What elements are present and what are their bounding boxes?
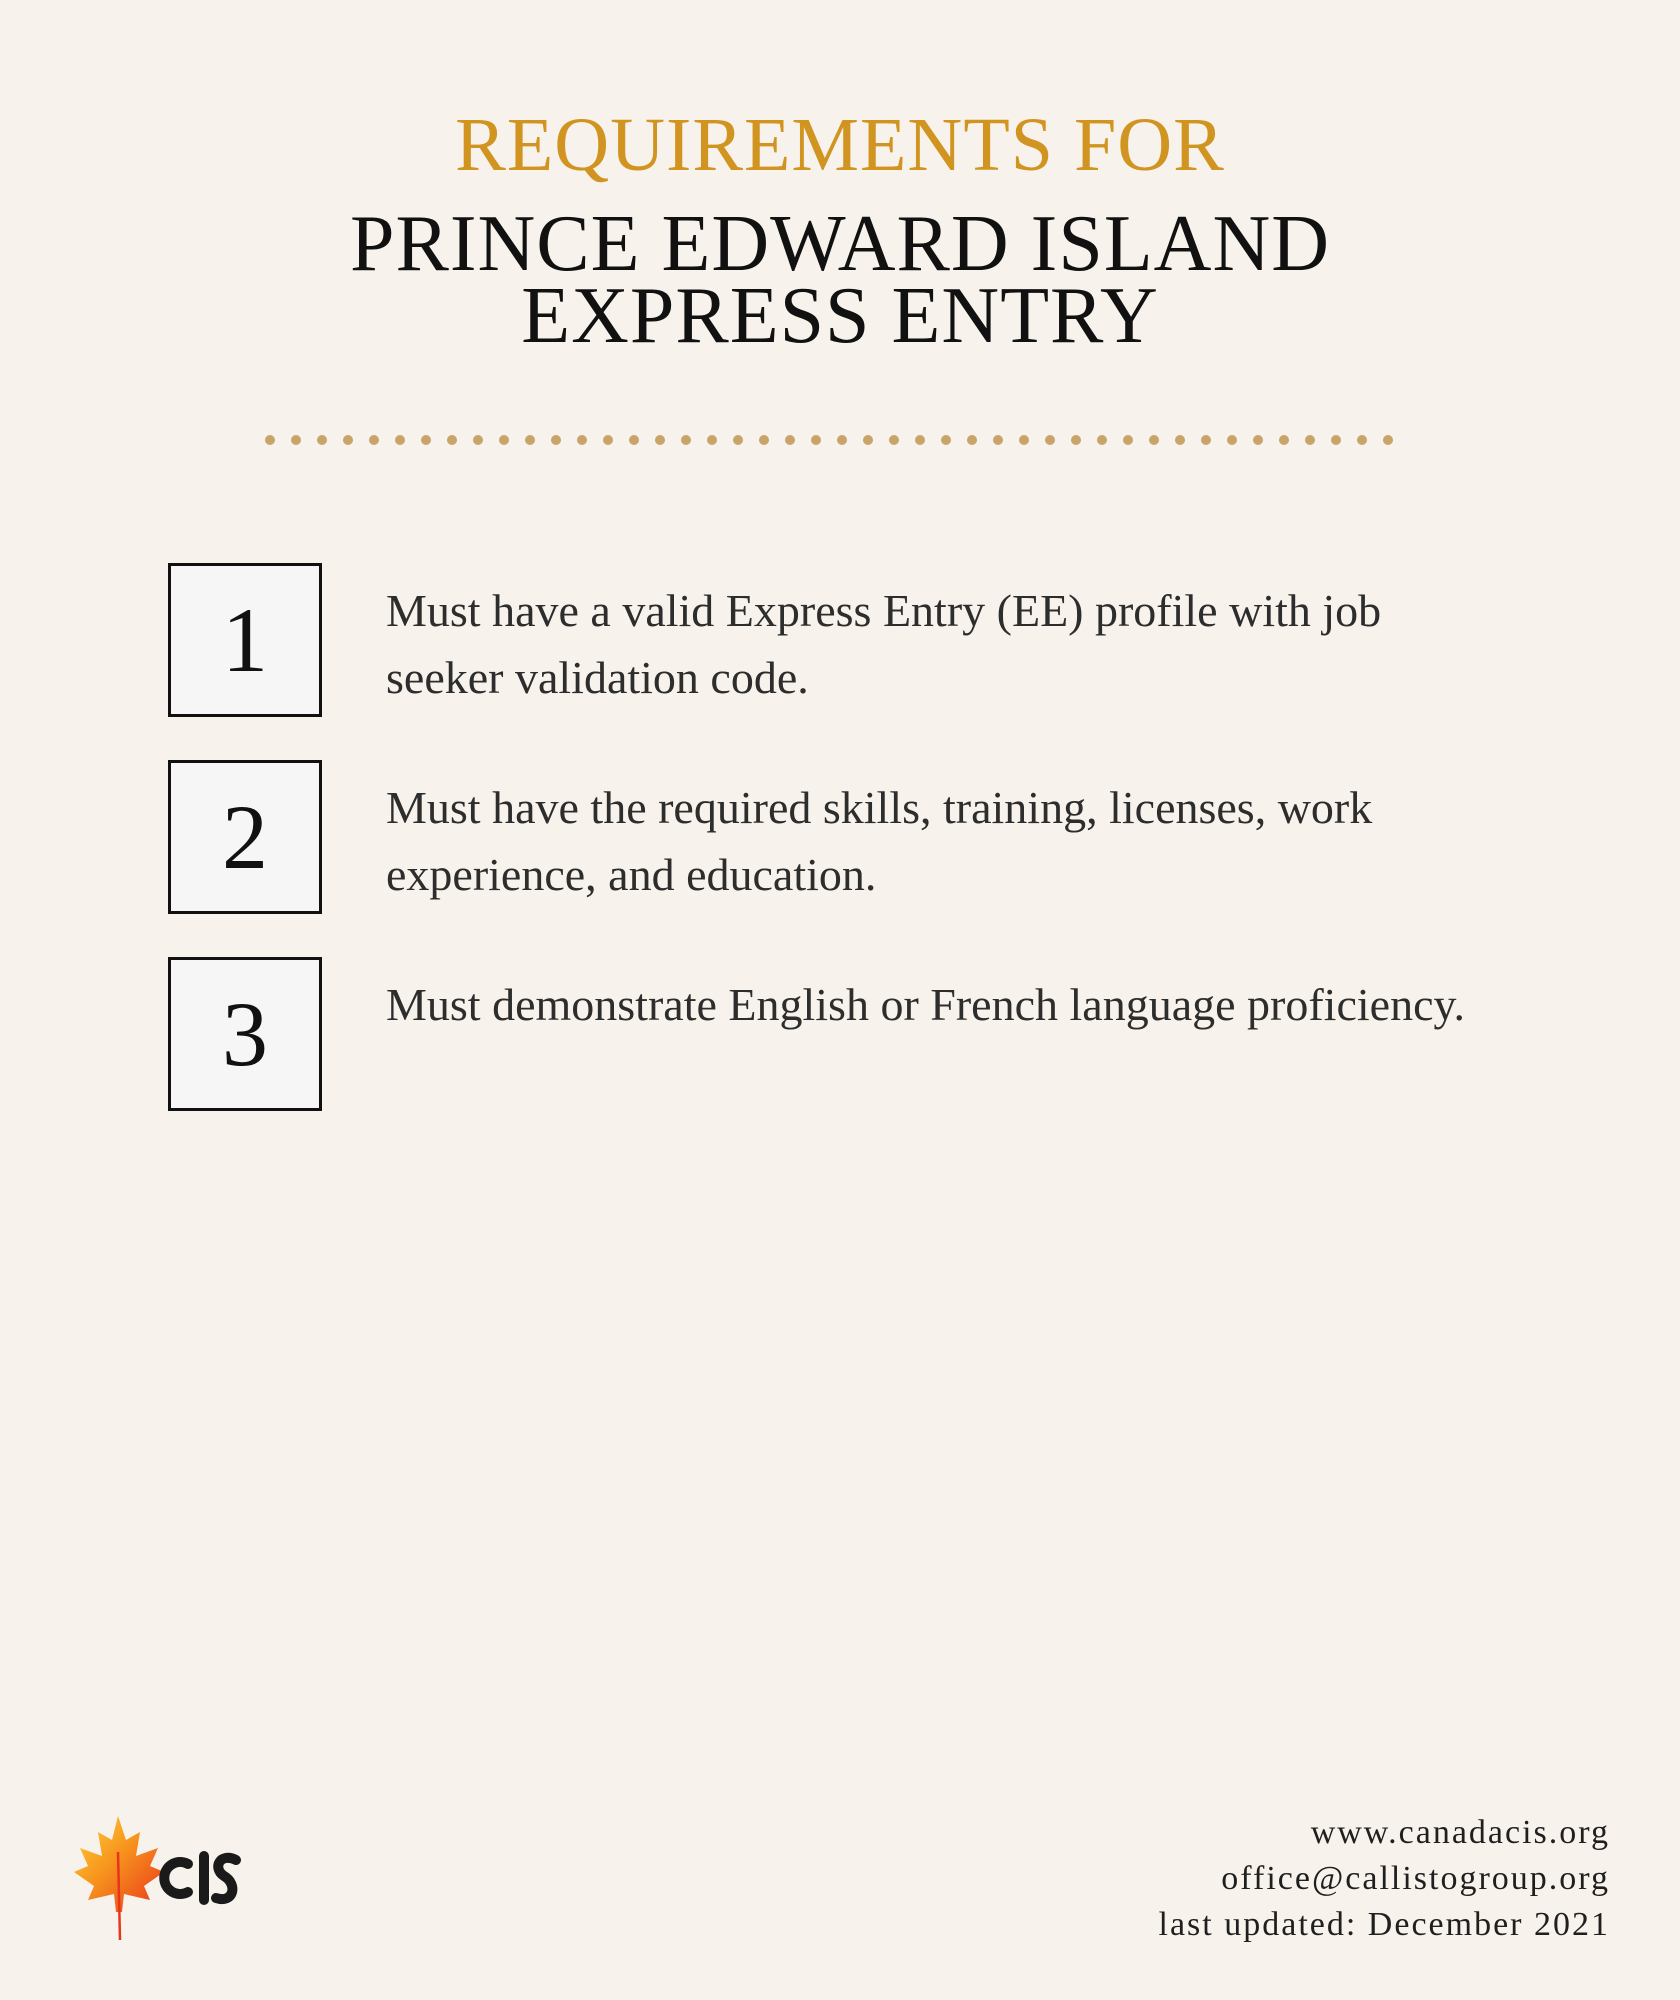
divider-dot — [837, 435, 847, 445]
divider-dot — [811, 435, 821, 445]
divider-dot — [395, 435, 405, 445]
divider-dot — [265, 435, 275, 445]
divider-dot — [499, 435, 509, 445]
contact-info — [1159, 1810, 1610, 1948]
list-item — [168, 563, 1488, 716]
divider-dot — [707, 435, 717, 445]
dotted-divider — [264, 434, 1394, 446]
list-item — [168, 957, 1488, 1110]
divider-dot — [1175, 435, 1185, 445]
divider-dot — [317, 435, 327, 445]
divider-dot — [681, 435, 691, 445]
subtitle: REQUIREMENTS FOR — [455, 103, 1225, 187]
logo-wordmark — [164, 1856, 236, 1900]
divider-dot — [1227, 435, 1237, 445]
divider-dot — [473, 435, 483, 445]
divider-dot — [1149, 435, 1159, 445]
divider-dot — [447, 435, 457, 445]
title-line-2: EXPRESS ENTRY — [521, 272, 1159, 360]
divider-dot — [603, 435, 613, 445]
divider-dot — [785, 435, 795, 445]
divider-dot — [1123, 435, 1133, 445]
requirement-number: 3 — [168, 957, 322, 1111]
divider-dot — [1253, 435, 1263, 445]
email-link[interactable]: office@callistogroup.org — [1221, 1860, 1610, 1897]
divider-dot — [421, 435, 431, 445]
divider-dot — [291, 435, 301, 445]
page-title — [0, 200, 1680, 360]
divider-dot — [1305, 435, 1315, 445]
divider-dot — [993, 435, 1003, 445]
divider-dot — [629, 435, 639, 445]
last-updated: last updated: December 2021 — [1158, 1906, 1610, 1943]
divider-dot — [1045, 435, 1055, 445]
title-line-1: PRINCE EDWARD ISLAND — [350, 200, 1330, 288]
divider-dot — [577, 435, 587, 445]
divider-dot — [525, 435, 535, 445]
divider-dot — [733, 435, 743, 445]
logo — [60, 1812, 260, 1942]
divider-dot — [1279, 435, 1289, 445]
divider-dot — [1097, 435, 1107, 445]
divider-dot — [343, 435, 353, 445]
website-link[interactable]: www.canadacis.org — [1310, 1814, 1610, 1851]
list-item — [168, 760, 1488, 913]
divider-dot — [759, 435, 769, 445]
divider-dot — [1201, 435, 1211, 445]
divider-dot — [915, 435, 925, 445]
divider-dot — [863, 435, 873, 445]
requirement-text: Must demonstrate English or French language proficiency. — [386, 979, 1466, 1030]
divider-dot — [655, 435, 665, 445]
requirements-list — [168, 563, 1488, 1154]
logo-text: CIS — [260, 1942, 262, 1943]
divider-dot — [1331, 435, 1341, 445]
divider-dot — [551, 435, 561, 445]
header — [0, 100, 1680, 360]
maple-leaf-icon — [74, 1816, 164, 1940]
requirement-number: 2 — [168, 760, 322, 914]
divider-dot — [941, 435, 951, 445]
divider-dot — [1383, 435, 1393, 445]
divider-dot — [1019, 435, 1029, 445]
requirement-number: 1 — [168, 563, 322, 717]
divider-dot — [369, 435, 379, 445]
divider-dot — [1071, 435, 1081, 445]
requirement-text: Must have a valid Express Entry (EE) profile with job seeker validation code. — [386, 585, 1382, 703]
requirement-text: Must have the required skills, training, licenses, work experience, and education. — [386, 782, 1373, 900]
divider-dot — [1357, 435, 1367, 445]
divider-dot — [967, 435, 977, 445]
divider-dot — [889, 435, 899, 445]
